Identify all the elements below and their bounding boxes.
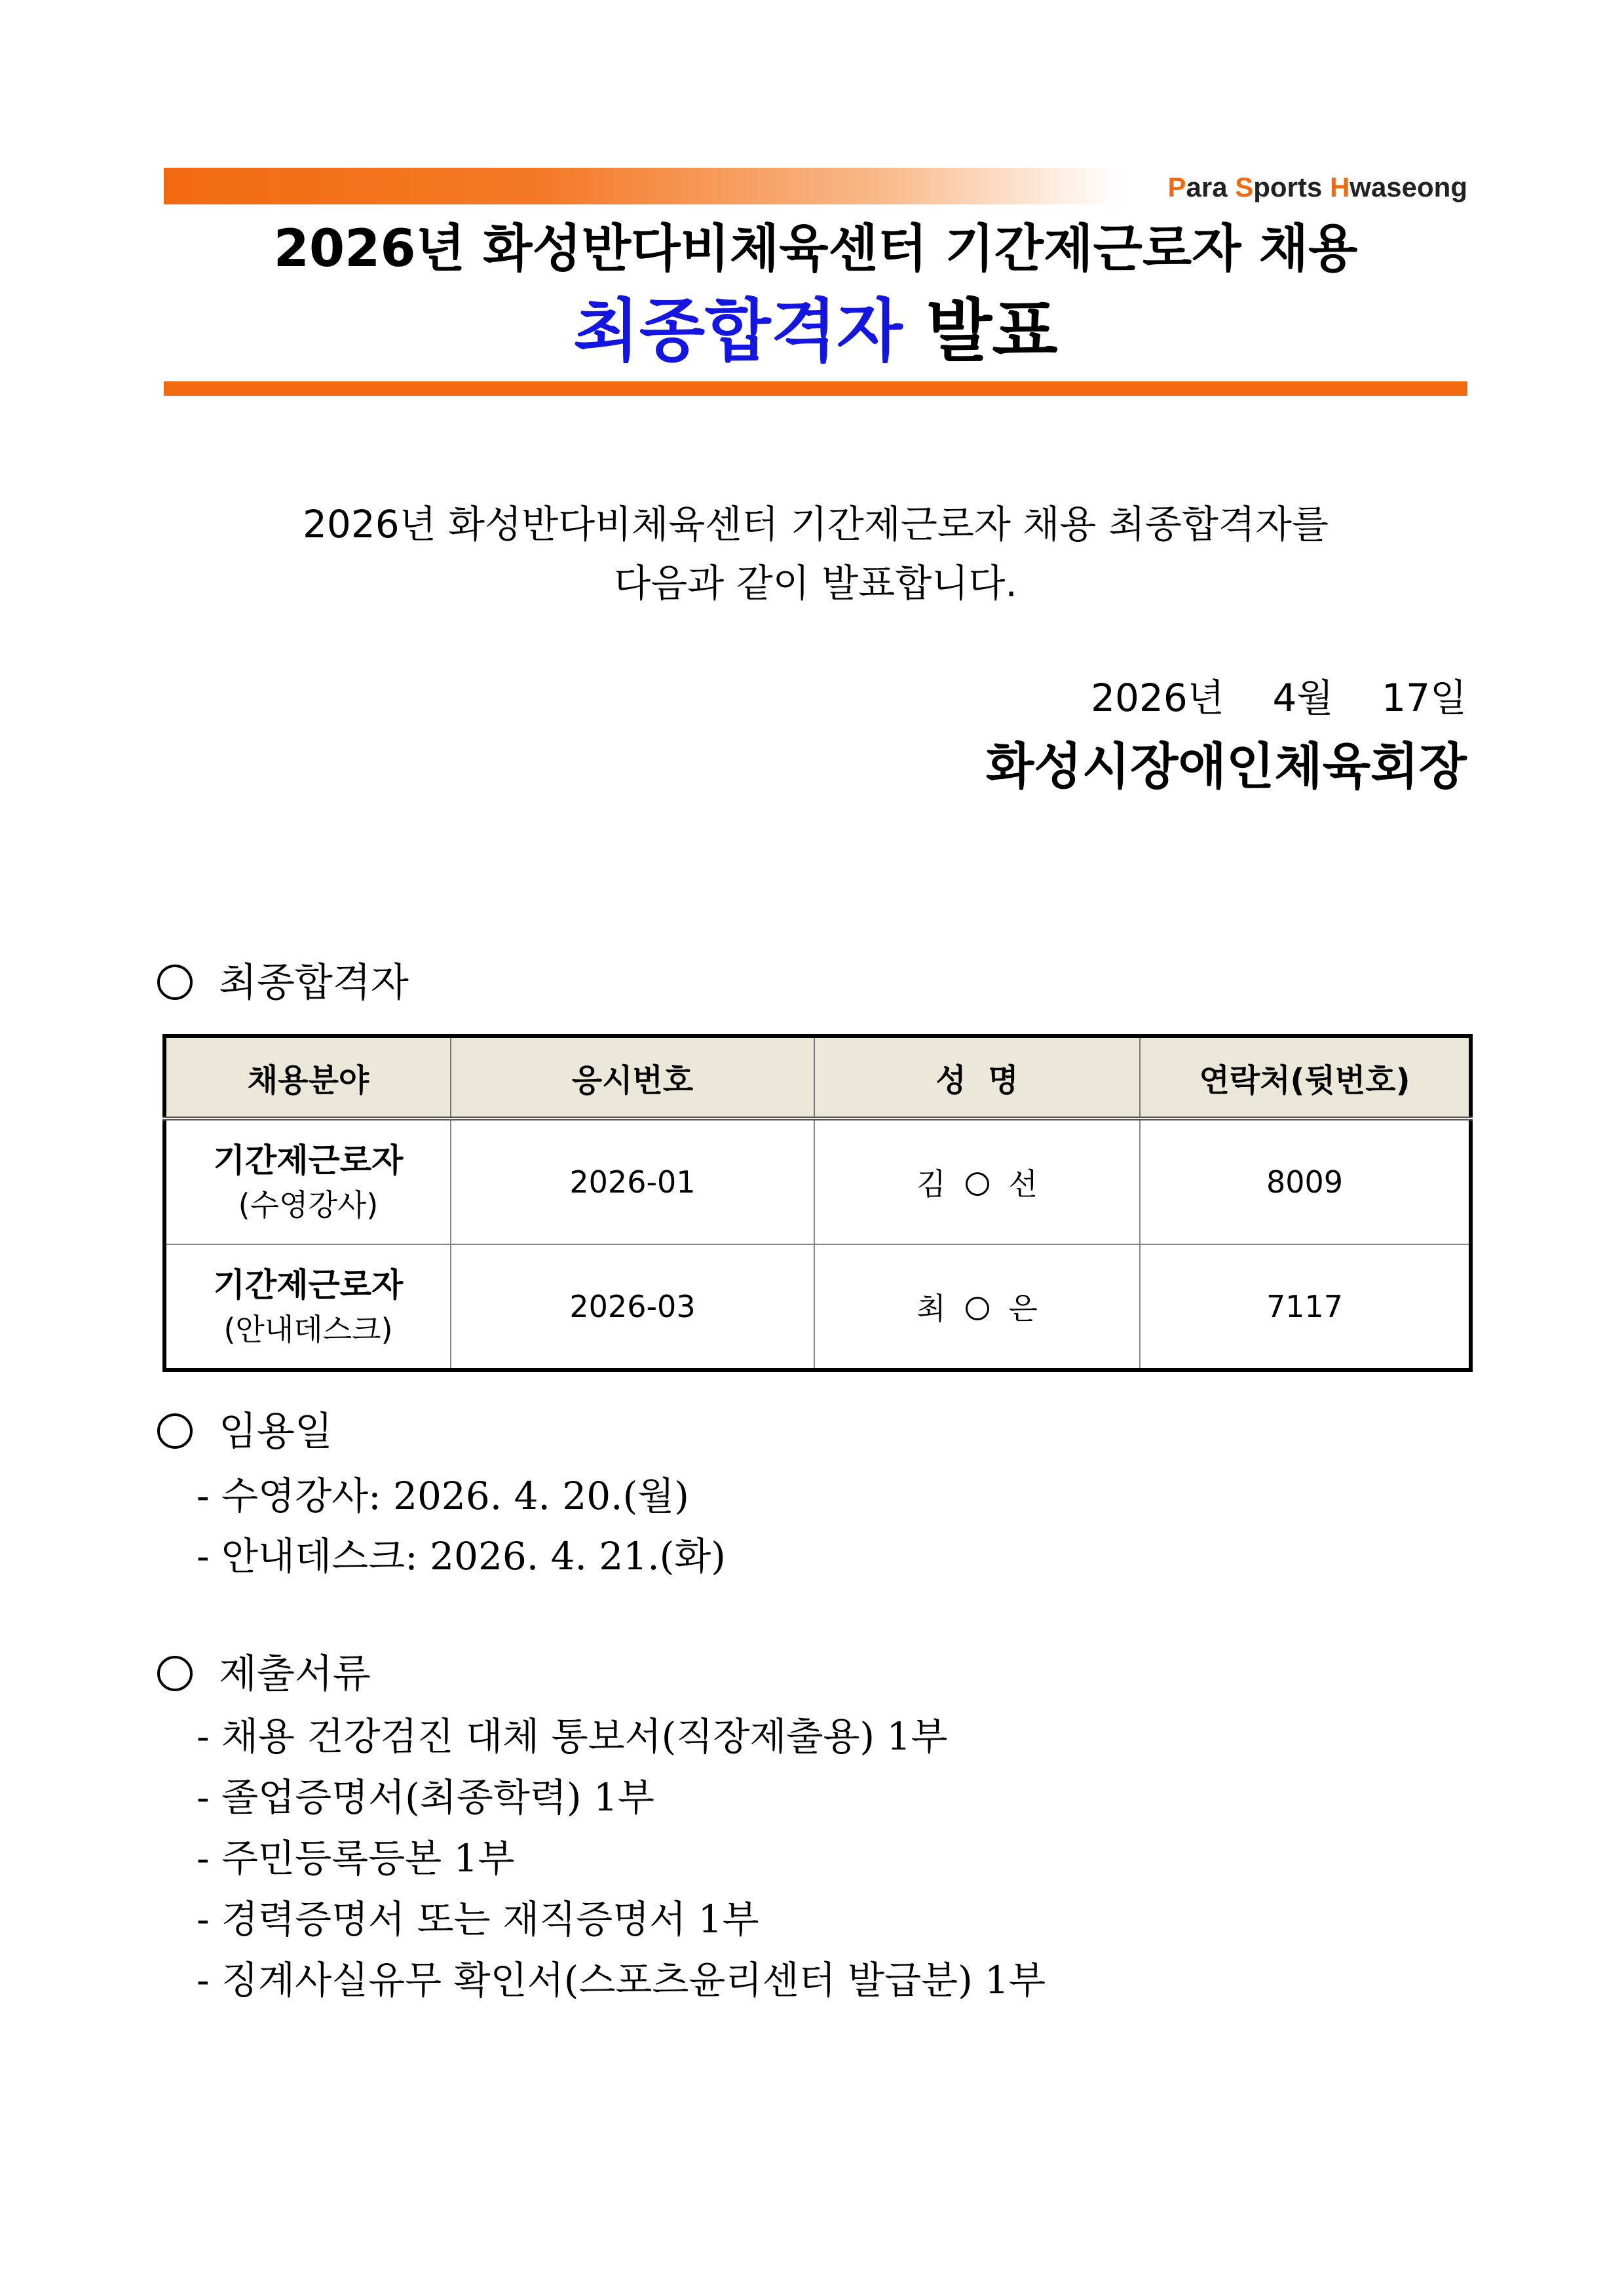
announcement-date: 2026년 4월 17일 [1091, 676, 1467, 720]
winners-table [162, 1034, 1473, 1372]
document-item: - 징계사실유무 확인서(스포츠윤리센터 발급분) 1부 [197, 1958, 1046, 2002]
brand-logo-text: Para Sports Hwaseong [1167, 172, 1467, 202]
document-item: - 졸업증명서(최종학력) 1부 [197, 1775, 654, 1820]
appointment-item: - 안내데스크: 2026. 4. 21.(화) [197, 1534, 726, 1578]
page-title: 2026년 화성반다비체육센터 기간제근로자 채용 [273, 220, 1358, 278]
cell-field: 기간제근로자 (수영강사) [164, 1119, 451, 1244]
intro-line-1: 2026년 화성반다비체육센터 기간제근로자 채용 최종합격자를 [302, 502, 1329, 546]
header-divider [164, 381, 1467, 396]
section-documents: 제출서류 [157, 1645, 371, 1704]
col-header-name: 성 명 [814, 1036, 1140, 1119]
cell-contact: 8009 [1140, 1119, 1471, 1244]
header-gradient-bar [164, 168, 1120, 204]
title-rest: 발표 [926, 291, 1058, 371]
cell-field: 기간제근로자 (안내데스크) [164, 1244, 451, 1370]
document-item: - 채용 건강검진 대체 통보서(직장제출용) 1부 [197, 1714, 948, 1759]
page-subtitle [164, 288, 1467, 373]
title-highlight: 최종합격자 [573, 291, 903, 371]
circle-bullet-icon [157, 1656, 193, 1691]
circle-bullet-icon [157, 1413, 193, 1449]
cell-name: 최 은 [814, 1244, 1140, 1370]
intro-line-2: 다음과 같이 발표합니다. [614, 561, 1017, 605]
circle-bullet-icon [157, 965, 193, 1000]
section-appointment: 임용일 [157, 1402, 333, 1461]
document-item: - 경력증명서 또는 재직증명서 1부 [197, 1897, 759, 1942]
cell-name: 김 선 [814, 1119, 1140, 1244]
cell-contact: 7117 [1140, 1244, 1471, 1370]
col-header-contact: 연락처(뒷번호) [1140, 1036, 1471, 1119]
organization-name: 화성시장애인체육회장 [985, 737, 1467, 795]
section-winners: 최종합격자 [157, 953, 409, 1012]
col-header-number: 응시번호 [451, 1036, 814, 1119]
appointment-item: - 수영강사: 2026. 4. 20.(월) [197, 1474, 689, 1518]
table-row [164, 1244, 1471, 1370]
col-header-field: 채용분야 [164, 1036, 451, 1119]
table-header-row [164, 1036, 1471, 1119]
masked-name-circle-icon [966, 1297, 989, 1320]
cell-number: 2026-03 [451, 1244, 814, 1370]
document-item: - 주민등록등본 1부 [197, 1836, 515, 1881]
masked-name-circle-icon [966, 1172, 989, 1196]
table-row [164, 1119, 1471, 1244]
cell-number: 2026-01 [451, 1119, 814, 1244]
